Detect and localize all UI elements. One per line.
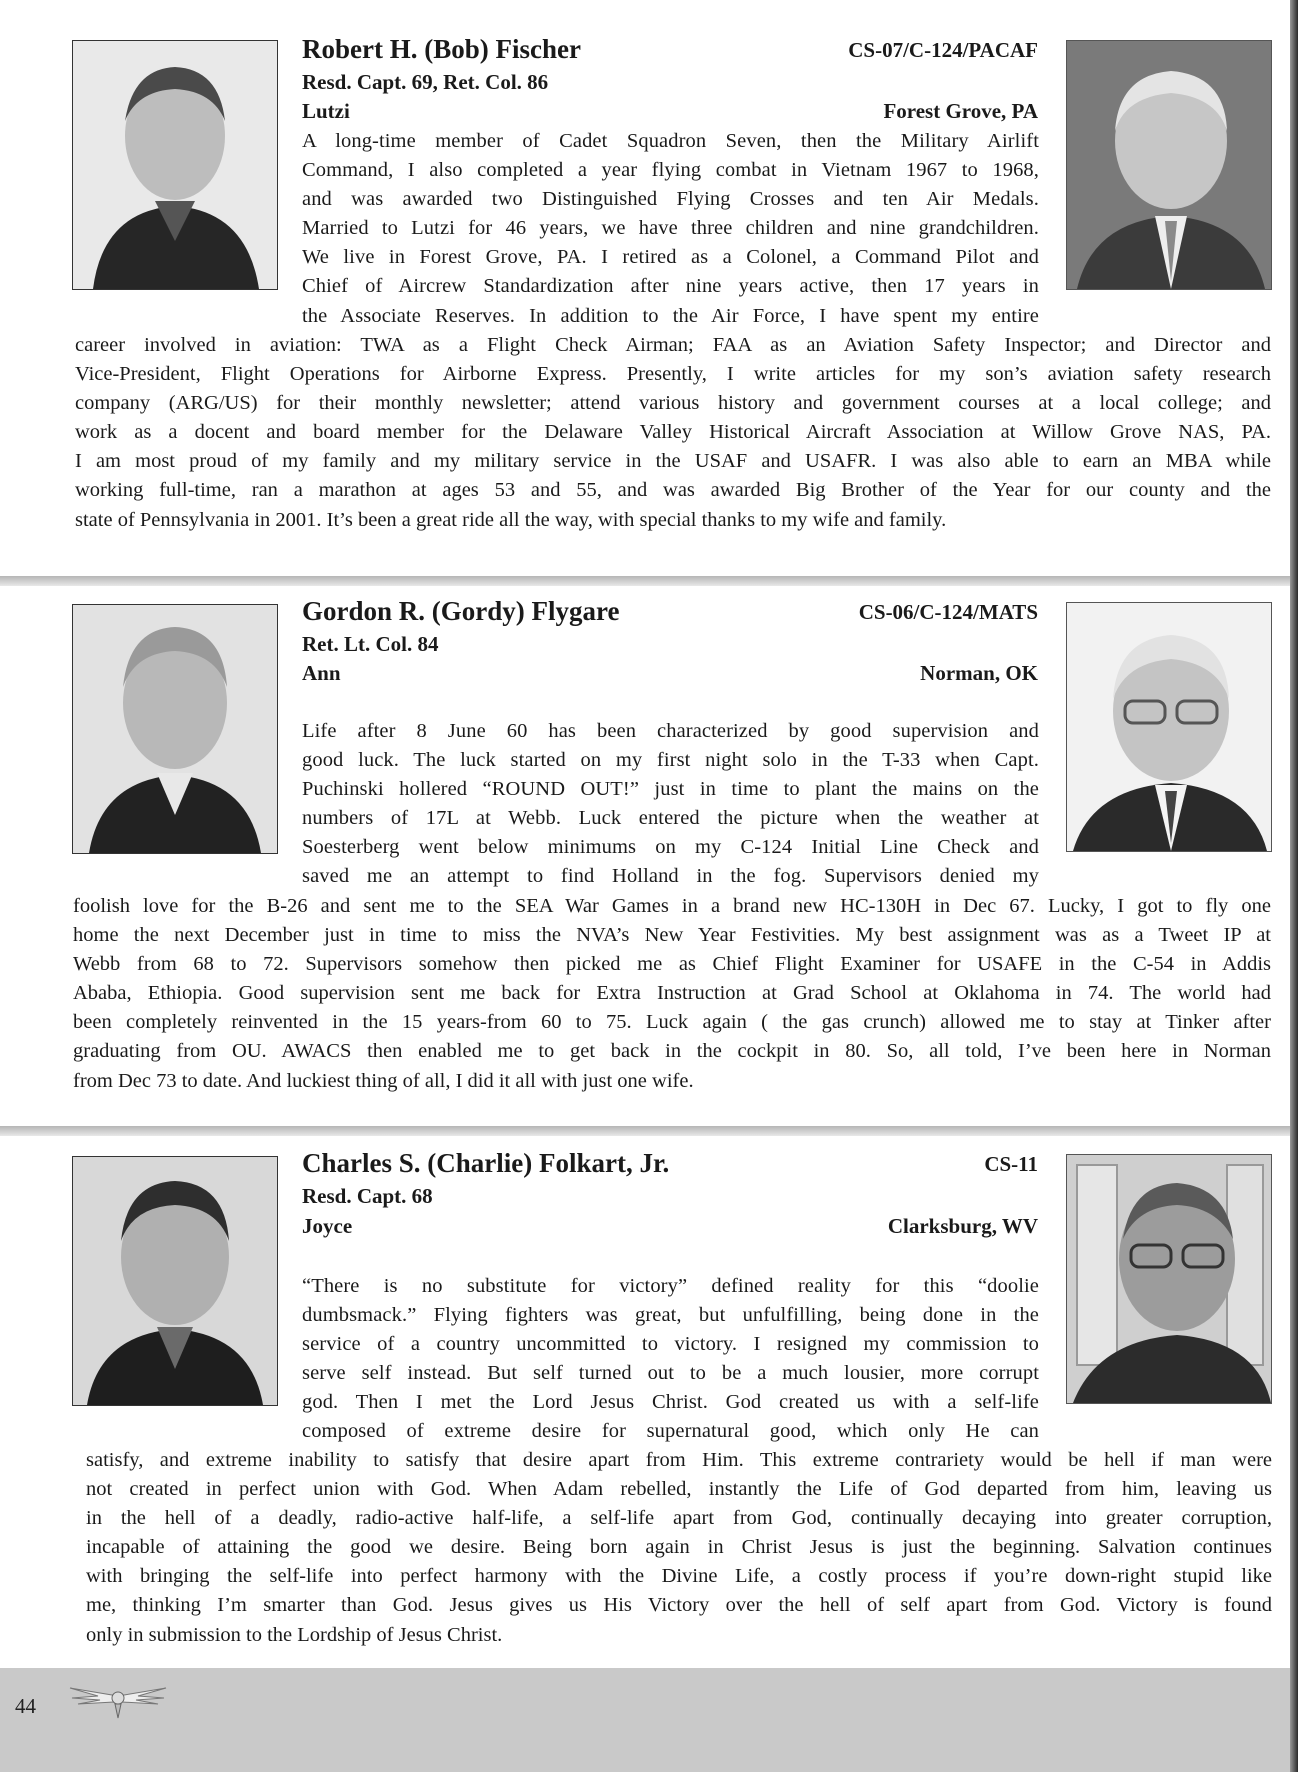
bio-line: only in submission to the Lordship of Jesus Christ. <box>86 1623 503 1646</box>
bio-line: numbers of 17L at Webb. Luck entered the picture when the weather at <box>302 807 1039 830</box>
bio-line: company (ARG/US) for their monthly newsletter; attend various history and government courses at a local college; and <box>75 392 1271 415</box>
bio-line: Married to Lutzi for 46 years, we have three children and nine grandchildren. <box>302 217 1039 240</box>
spouse-name: Lutzi <box>302 99 350 123</box>
bio-line: with bringing the self-life into perfect harmony with the Divine Life, a costly process if you’re down-right stupid like <box>86 1565 1272 1588</box>
bio-line: working full-time, ran a marathon at ages 53 and 55, and was awarded Big Brother of the Year for our county and the <box>75 479 1271 502</box>
bio-line: work as a docent and board member for the Delaware Valley Historical Aircraft Association at Willow Grove NAS, PA. <box>75 421 1271 444</box>
class-code: CS-11 <box>984 1152 1038 1176</box>
person-name: Charles S. (Charlie) Folkart, Jr. <box>302 1148 670 1178</box>
bio-line: service of a country uncommitted to victory. I resigned my commission to <box>302 1333 1039 1356</box>
portrait-image <box>73 605 277 853</box>
bio-line: composed of extreme desire for supernatural good, which only He can <box>302 1420 1039 1443</box>
page-footer <box>0 1668 1290 1772</box>
person-name: Gordon R. (Gordy) Flygare <box>302 596 620 626</box>
class-code: CS-07/C-124/PACAF <box>848 38 1038 62</box>
bio-line: Soesterberg went below minimums on my C-124 Initial Line Check and <box>302 836 1039 859</box>
bio-line: good luck. The luck started on my first night solo in the T-33 when Capt. <box>302 749 1039 772</box>
person-name: Robert H. (Bob) Fischer <box>302 34 581 64</box>
bio-line: Life after 8 June 60 has been characterized by good supervision and <box>302 720 1039 742</box>
bio-line: “There is no substitute for victory” defined reality for this “doolie <box>302 1275 1039 1297</box>
bio-entry-flygare <box>0 578 1290 1130</box>
cadet-photo <box>72 1156 278 1406</box>
bio-text-wide <box>86 1446 1272 1650</box>
wings-insignia-icon <box>68 1676 168 1722</box>
bio-line: god. Then I met the Lord Jesus Christ. God created us with a self-life <box>302 1391 1039 1414</box>
bio-line: Chief of Aircrew Standardization after nine years active, then 17 years in <box>302 275 1039 298</box>
rank-info: Ret. Lt. Col. 84 <box>302 632 439 656</box>
bio-line: Ababa, Ethiopia. Good supervision sent me back for Extra Instruction at Grad School at Oklahoma in 74. The world had <box>73 982 1271 1005</box>
bio-line: foolish love for the B-26 and sent me to the SEA War Games in a brand new HC-130H in Dec 67. Lucky, I got to fly one <box>73 895 1271 917</box>
bio-line: in the hell of a deadly, radio-active half-life, a self-life apart from God, continually decaying into greater corruption, <box>86 1507 1272 1530</box>
bio-line: I am most proud of my family and my military service in the USAF and USAFR. I was also able to earn an MBA while <box>75 450 1271 473</box>
bio-line: incapable of attaining the good we desire. Being born again in Christ Jesus is just the beginning. Salvation continues <box>86 1536 1272 1559</box>
portrait-image <box>1067 603 1271 851</box>
bio-entry-fischer <box>0 0 1290 578</box>
class-code: CS-06/C-124/MATS <box>858 600 1038 624</box>
bio-line: state of Pennsylvania in 2001. It’s been a great ride all the way, with special thanks to my wife and family. <box>75 508 947 531</box>
bio-text-narrow <box>302 127 1039 331</box>
spouse-name: Joyce <box>302 1214 353 1238</box>
recent-photo <box>1066 40 1272 290</box>
bio-line: home the next December just in time to miss the NVA’s New Year Festivities. My best assignment was as a Tweet IP at <box>73 924 1271 947</box>
page-number: 44 <box>15 1694 36 1718</box>
bio-line: We live in Forest Grove, PA. I retired as a Colonel, a Command Pilot and <box>302 246 1039 269</box>
bio-line: not created in perfect union with God. When Adam rebelled, instantly the Life of God departed from him, leaving us <box>86 1478 1272 1501</box>
bio-line: Vice-President, Flight Operations for Airborne Express. Presently, I write articles for my son’s aviation safety research <box>75 363 1271 386</box>
bio-line: been completely reinvented in the 15 years-from 60 to 75. Luck again ( the gas crunch) allowed me to stay at Tinker after <box>73 1011 1271 1034</box>
bio-line: dumbsmack.” Flying fighters was great, but unfulfilling, being done in the <box>302 1304 1039 1327</box>
bio-line: A long-time member of Cadet Squadron Seven, then the Military Airlift <box>302 130 1039 152</box>
portrait-image <box>73 1157 277 1405</box>
bio-line: me, thinking I’m smarter than God. Jesus gives us His Victory over the hell of self apart from God. Victory is found <box>86 1594 1272 1617</box>
hometown: Norman, OK <box>920 661 1038 685</box>
bio-text-narrow <box>302 717 1039 892</box>
portrait-image <box>73 41 277 289</box>
rank-info: Resd. Capt. 69, Ret. Col. 86 <box>302 70 549 94</box>
bio-line: the Associate Reserves. In addition to the Air Force, I have spent my entire <box>302 304 1039 327</box>
recent-photo <box>1066 1154 1272 1404</box>
bio-text-narrow <box>302 1272 1039 1447</box>
bio-line: career involved in aviation: TWA as a Flight Check Airman; FAA as an Aviation Safety Inspector; and Director and <box>75 334 1271 356</box>
bio-text-wide <box>75 331 1271 535</box>
bio-line: satisfy, and extreme inability to satisfy that desire apart from Him. This extreme contrariety would be hell if man were <box>86 1449 1272 1471</box>
recent-photo <box>1066 602 1272 852</box>
bio-line: from Dec 73 to date. And luckiest thing of all, I did it all with just one wife. <box>73 1069 694 1092</box>
portrait-image <box>1067 41 1271 289</box>
bio-line: Command, I also completed a year flying combat in Vietnam 1967 to 1968, <box>302 159 1039 182</box>
bio-line: serve self instead. But self turned out to be a much lousier, more corrupt <box>302 1362 1039 1385</box>
rank-info: Resd. Capt. 68 <box>302 1184 433 1208</box>
portrait-image <box>1067 1155 1271 1403</box>
bio-line: Webb from 68 to 72. Supervisors somehow then picked me as Chief Flight Examiner for USAFE in the C-54 in Addis <box>73 953 1271 976</box>
bio-line: saved me an attempt to find Holland in the fog. Supervisors denied my <box>302 865 1039 888</box>
hometown: Forest Grove, PA <box>883 99 1038 123</box>
bio-entry-folkart <box>0 1130 1290 1668</box>
bio-line: Puchinski hollered “ROUND OUT!” just in time to plant the mains on the <box>302 778 1039 801</box>
bio-text-wide <box>73 892 1271 1096</box>
cadet-photo <box>72 40 278 290</box>
hometown: Clarksburg, WV <box>887 1214 1038 1238</box>
spouse-name: Ann <box>302 661 341 685</box>
bio-line: graduating from OU. AWACS then enabled me to get back in the cockpit in 80. So, all told, I’ve been here in Norman <box>73 1040 1271 1063</box>
cadet-photo <box>72 604 278 854</box>
bio-line: and was awarded two Distinguished Flying Crosses and ten Air Medals. <box>302 188 1039 211</box>
page-edge <box>1290 0 1298 1772</box>
